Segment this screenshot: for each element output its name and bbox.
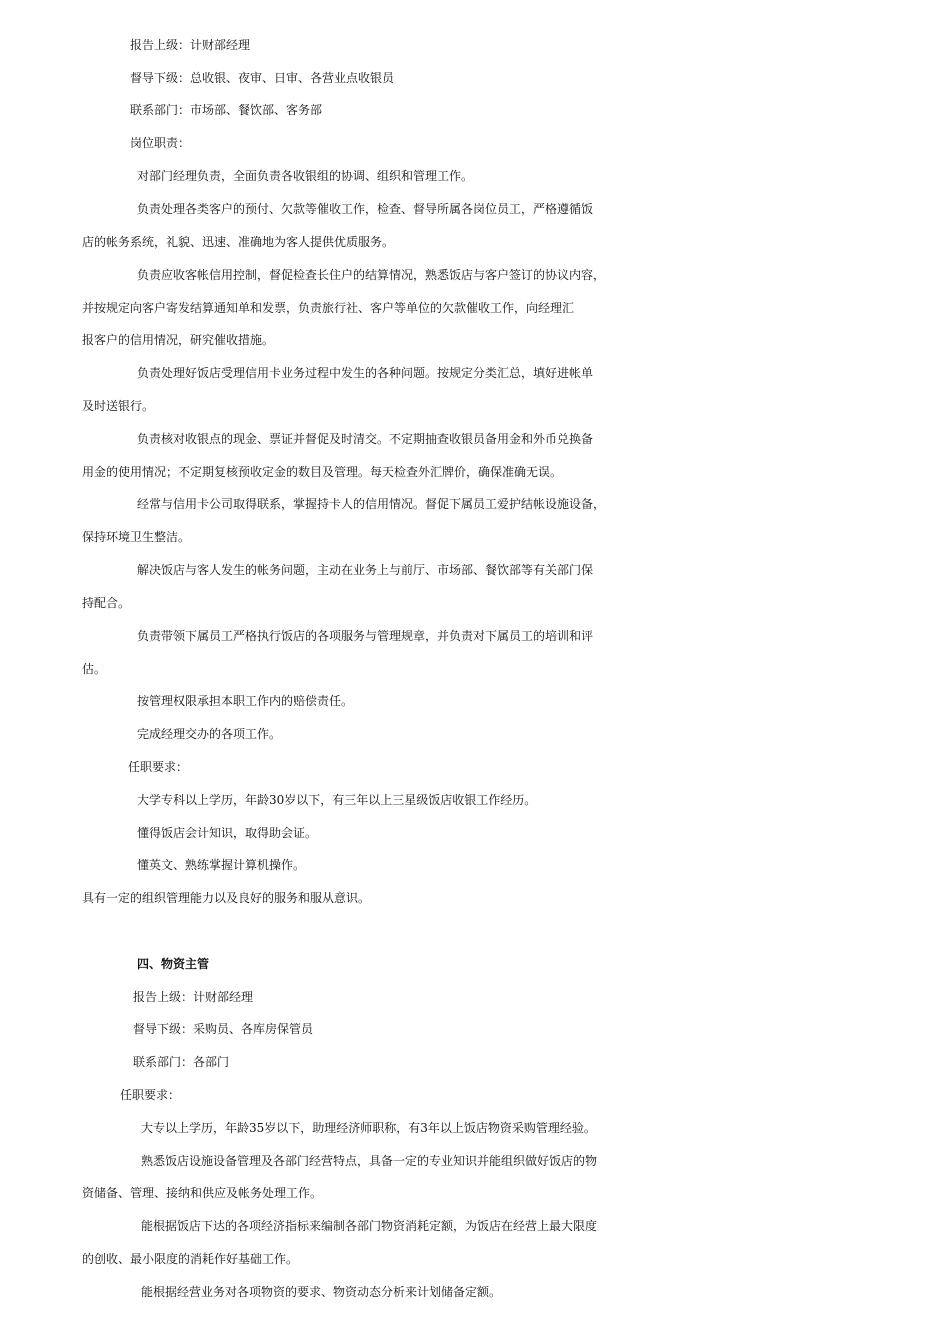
section-heading: 四、物资主管: [137, 957, 210, 971]
paragraph-line: 报客户的信用情况，研究催收措施。: [82, 333, 275, 347]
paragraph-line: 店的帐务系统，礼貌、迅速、准确地为客人提供优质服务。: [82, 235, 395, 249]
paragraph-line: 用金的使用情况；不定期复核预收定金的数目及管理。每天检查外汇牌价，确保准确无误。: [82, 465, 563, 479]
paragraph-line: 负责处理各类客户的预付、欠款等催收工作，检查、督导所属各岗位员工，严格遵循饭: [137, 202, 594, 216]
paragraph-line: 负责应收客帐信用控制，督促检查长住户的结算情况，熟悉饭店与客户签订的协议内容，: [137, 268, 606, 282]
report-to-line: 报告上级：计财部经理: [130, 38, 251, 52]
paragraph-line: 估。: [82, 662, 107, 676]
paragraph-line: 大学专科以上学历，年龄30岁以下，有三年以上三星级饭店收银工作经历。: [137, 793, 537, 807]
requirements-heading: 任职要求：: [120, 1088, 181, 1102]
paragraph-line: 保持环境卫生整洁。: [82, 530, 191, 544]
paragraph-line: 并按规定向客户寄发结算通知单和发票，负责旅行社、客户等单位的欠款催收工作，向经理汇: [82, 301, 575, 315]
paragraph-line: 经常与信用卡公司取得联系，掌握持卡人的信用情况。督促下属员工爱护结帐设施设备，: [137, 497, 606, 511]
liaison-line: 联系部门：各部门: [133, 1055, 230, 1069]
requirements-heading: 任职要求：: [128, 760, 189, 774]
paragraph-line: 负责核对收银点的现金、票证并督促及时清交。不定期抽查收银员备用金和外币兑换备: [137, 432, 594, 446]
paragraph-line: 持配合。: [82, 596, 131, 610]
paragraph-line: 熟悉饭店设施设备管理及各部门经营特点，具备一定的专业知识并能组织做好饭店的物: [141, 1154, 598, 1168]
liaison-line: 联系部门：市场部、餐饮部、客务部: [130, 103, 323, 117]
supervises-line: 督导下级：采购员、各库房保管员: [133, 1022, 314, 1036]
paragraph-line: 大专以上学历，年龄35岁以下，助理经济师职称，有3年以上饭店物资采购管理经验。: [141, 1121, 596, 1135]
paragraph-line: 对部门经理负责，全面负责各收银组的协调、组织和管理工作。: [137, 169, 474, 183]
paragraph-line: 负责带领下属员工严格执行饭店的各项服务与管理规章，并负责对下属员工的培训和评: [137, 629, 594, 643]
report-to-line: 报告上级：计财部经理: [133, 990, 254, 1004]
paragraph-line: 按管理权限承担本职工作内的赔偿责任。: [137, 694, 354, 708]
paragraph-line: 解决饭店与客人发生的帐务问题，主动在业务上与前厅、市场部、餐饮部等有关部门保: [137, 563, 594, 577]
paragraph-line: 能根据经营业务对各项物资的要求、物资动态分析来计划储备定额。: [141, 1285, 502, 1299]
duties-heading: 岗位职责：: [130, 136, 191, 150]
paragraph-line: 及时送银行。: [82, 399, 155, 413]
paragraph-line: 负责处理好饭店受理信用卡业务过程中发生的各种问题。按规定分类汇总，填好进帐单: [137, 366, 594, 380]
paragraph-line: 懂英文、熟练掌握计算机操作。: [137, 858, 306, 872]
paragraph-line: 的创收、最小限度的消耗作好基础工作。: [82, 1252, 299, 1266]
paragraph-line: 具有一定的组织管理能力以及良好的服务和服从意识。: [82, 891, 371, 905]
paragraph-line: 能根据饭店下达的各项经济指标来编制各部门物资消耗定额，为饭店在经营上最大限度: [141, 1219, 598, 1233]
paragraph-line: 懂得饭店会计知识，取得助会证。: [137, 826, 318, 840]
paragraph-line: 资储备、管理、接纳和供应及帐务处理工作。: [82, 1186, 323, 1200]
supervises-line: 督导下级：总收银、夜审、日审、各营业点收银员: [130, 71, 395, 85]
paragraph-line: 完成经理交办的各项工作。: [137, 727, 282, 741]
